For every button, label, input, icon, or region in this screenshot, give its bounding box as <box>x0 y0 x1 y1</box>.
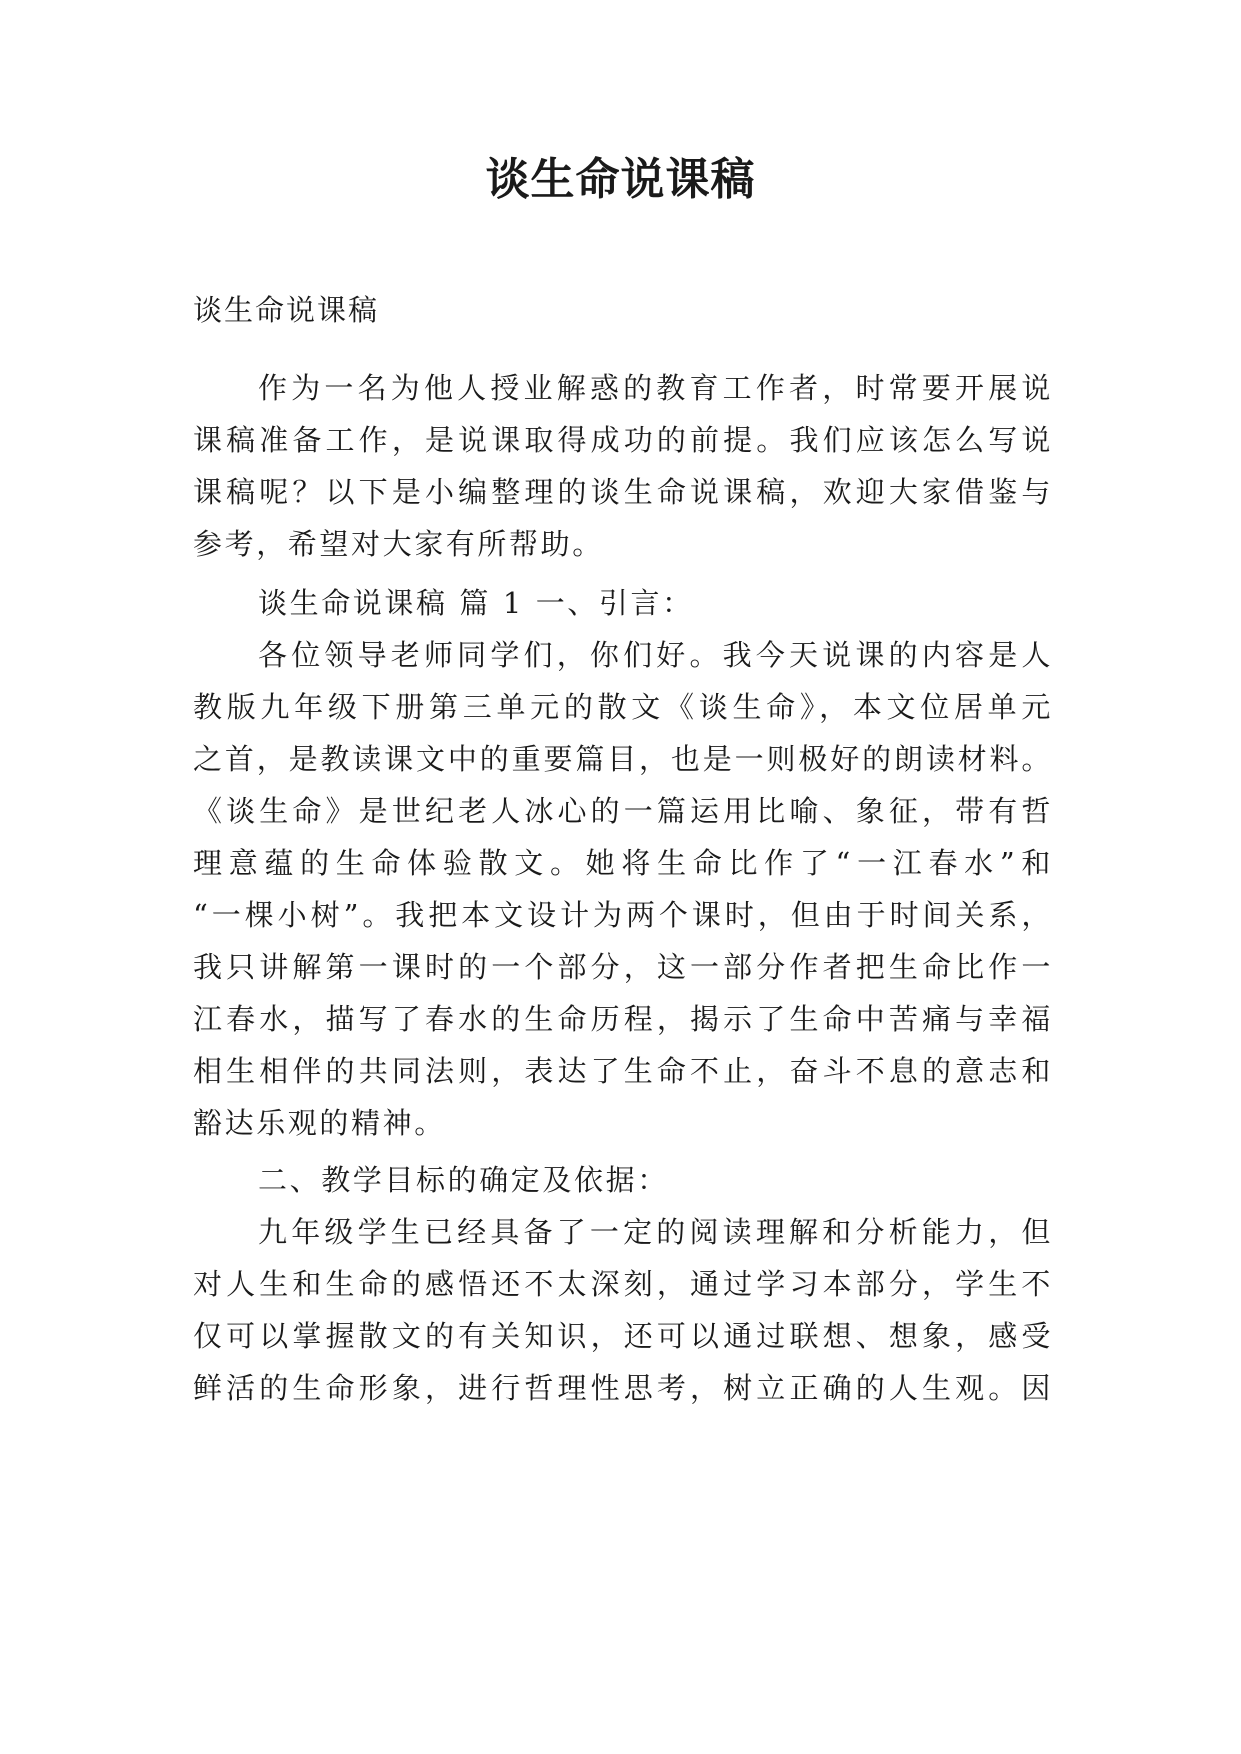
paragraph-line: 仅可以掌握散文的有关知识，还可以通过联想、想象，感受 <box>193 1319 1053 1353</box>
paragraph-line: 相生相伴的共同法则，表达了生命不止，奋斗不息的意志和 <box>193 1054 1053 1088</box>
paragraph-line: 对人生和生命的感悟还不太深刻，通过学习本部分，学生不 <box>193 1267 1053 1301</box>
paragraph-line: 我只讲解第一课时的一个部分，这一部分作者把生命比作一 <box>193 950 1053 984</box>
paragraph-line: 课稿准备工作，是说课取得成功的前提。我们应该怎么写说 <box>193 423 1053 457</box>
paragraph-line: 江春水，描写了春水的生命历程，揭示了生命中苦痛与幸福 <box>193 1002 1053 1036</box>
paragraph-line: 参考，希望对大家有所帮助。 <box>193 527 604 561</box>
paragraph-line: “一棵小树”。我把本文设计为两个课时，但由于时间关系， <box>193 898 1053 932</box>
paragraph-line: 课稿呢？以下是小编整理的谈生命说课稿，欢迎大家借鉴与 <box>193 475 1053 509</box>
paragraph-line: 鲜活的生命形象，进行哲理性思考，树立正确的人生观。因 <box>193 1371 1053 1405</box>
document-subtitle: 谈生命说课稿 <box>193 293 380 327</box>
document-title: 谈生命说课稿 <box>485 154 756 205</box>
paragraph-line: 理意蕴的生命体验散文。她将生命比作了“一江春水”和 <box>193 846 1053 880</box>
paragraph-line: 教版九年级下册第三单元的散文《谈生命》，本文位居单元 <box>193 690 1053 724</box>
paragraph-line: 各位领导老师同学们，你们好。我今天说课的内容是人 <box>258 638 1053 672</box>
section-heading-line: 二、教学目标的确定及依据： <box>258 1163 669 1197</box>
paragraph-line: 《谈生命》是世纪老人冰心的一篇运用比喻、象征，带有哲 <box>193 794 1053 828</box>
paragraph-line: 作为一名为他人授业解惑的教育工作者，时常要开展说 <box>258 371 1053 405</box>
paragraph-line: 九年级学生已经具备了一定的阅读理解和分析能力，但 <box>258 1215 1053 1249</box>
paragraph-line: 之首，是教读课文中的重要篇目，也是一则极好的朗读材料。 <box>193 742 1053 776</box>
section-heading-line: 谈生命说课稿 篇 1 一、引言： <box>258 586 694 620</box>
paragraph-line: 豁达乐观的精神。 <box>193 1106 446 1140</box>
